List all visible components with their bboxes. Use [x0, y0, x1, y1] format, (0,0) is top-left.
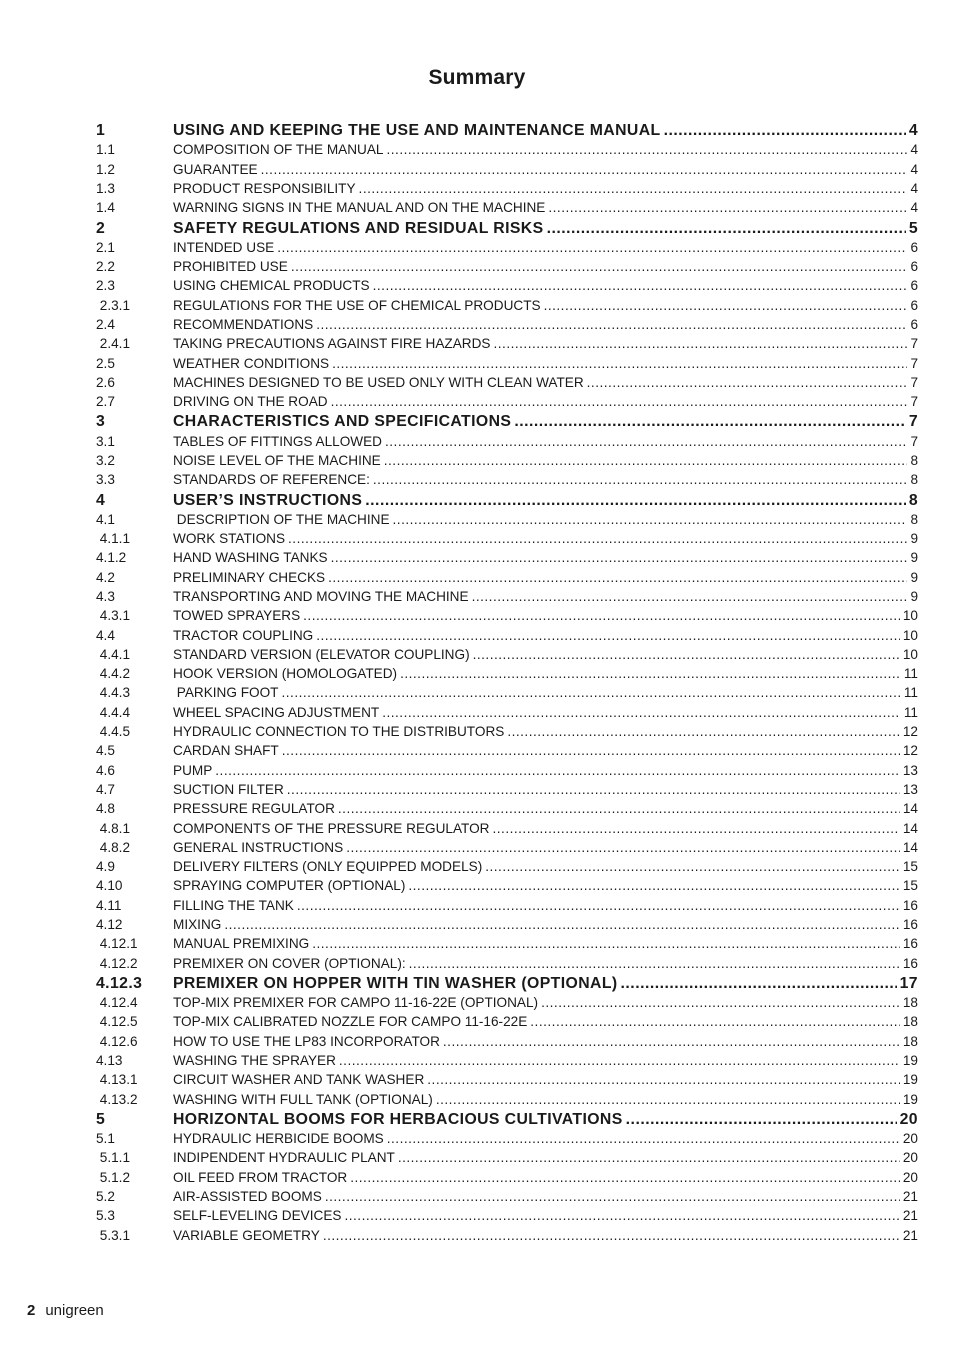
toc-entry-number: 2.1 — [96, 239, 115, 255]
toc-entry[interactable] — [96, 797, 918, 816]
toc-entry-number: 4.12.4 — [96, 995, 138, 1011]
footer-page-number: 2 — [27, 1302, 36, 1319]
toc-entry-number: 2.6 — [96, 374, 115, 390]
toc-entry-title: MANUAL PREMIXING — [173, 936, 310, 952]
dot-leader — [331, 550, 908, 565]
toc-entry-page: 21 — [902, 1208, 918, 1224]
toc-entry-number: 4.6 — [96, 762, 115, 778]
toc-entry-page: 19 — [902, 1091, 918, 1107]
toc-entry-page: 7 — [910, 433, 918, 449]
dot-leader — [282, 743, 900, 758]
dot-leader — [548, 200, 907, 215]
toc-entry-number: 4.4.2 — [96, 666, 131, 682]
dot-leader — [398, 1150, 900, 1165]
toc-entry-page: 9 — [910, 569, 918, 585]
toc-entry-number: 1.4 — [96, 200, 115, 216]
toc-entry-number: 3.2 — [96, 453, 115, 469]
toc-entry-number: 4.12.5 — [96, 1014, 138, 1030]
toc-entry-title: INTENDED USE — [173, 239, 275, 255]
dot-leader — [492, 821, 899, 836]
toc-entry-title: SPRAYING COMPUTER (OPTIONAL) — [173, 878, 406, 894]
toc-entry-page: 11 — [903, 704, 918, 720]
toc-entry[interactable] — [96, 409, 918, 429]
toc-entry[interactable] — [96, 332, 918, 351]
toc-entry-title: STANDARDS OF REFERENCE: — [173, 472, 370, 488]
toc-entry-number: 2.3 — [96, 278, 115, 294]
dot-leader — [436, 1092, 900, 1107]
dot-leader — [338, 801, 900, 816]
toc-entry-page: 6 — [910, 297, 918, 313]
toc-entry[interactable] — [96, 429, 918, 448]
toc-entry-page: 4 — [910, 142, 918, 158]
toc-entry-page: 9 — [910, 531, 918, 547]
toc-entry-title: TRACTOR COUPLING — [173, 627, 314, 643]
toc-entry-number: 4.12.3 — [96, 974, 143, 992]
toc-entry-title: SAFETY REGULATIONS AND RESIDUAL RISKS — [173, 219, 544, 237]
toc-entry-title: PREMIXER ON COVER (OPTIONAL): — [173, 955, 406, 971]
toc-entry-number: 2.2 — [96, 259, 115, 275]
toc-entry-number: 4.4.5 — [96, 724, 131, 740]
toc-entry-page: 7 — [910, 374, 918, 390]
toc-entry-title: WASHING WITH FULL TANK (OPTIONAL) — [173, 1091, 433, 1107]
toc-entry[interactable] — [96, 313, 918, 332]
toc-entry[interactable] — [96, 1029, 918, 1048]
toc-entry-number: 1.2 — [96, 161, 115, 177]
toc-entry-page: 15 — [902, 859, 918, 875]
toc-entry-page: 16 — [902, 897, 918, 913]
toc-entry[interactable] — [96, 138, 918, 157]
toc-entry-page: 7 — [910, 394, 918, 410]
toc-entry[interactable] — [96, 816, 918, 835]
toc-entry-page: 19 — [902, 1072, 918, 1088]
dot-leader — [323, 1228, 900, 1243]
dot-leader — [385, 434, 907, 449]
toc-entry-page: 10 — [902, 646, 918, 662]
toc-entry[interactable] — [96, 196, 918, 215]
toc-entry-page: 11 — [903, 666, 918, 682]
toc-entry-number: 5.1.2 — [96, 1169, 131, 1185]
table-of-contents — [96, 118, 918, 1243]
toc-entry-page: 6 — [910, 259, 918, 275]
dot-leader — [344, 1208, 899, 1223]
dot-leader — [346, 840, 900, 855]
toc-entry-title: SUCTION FILTER — [173, 781, 284, 797]
toc-entry-title: TRANSPORTING AND MOVING THE MACHINE — [173, 588, 469, 604]
toc-entry-title: TOWED SPRAYERS — [173, 608, 301, 624]
toc-entry-page: 8 — [910, 453, 918, 469]
toc-entry[interactable] — [96, 236, 918, 255]
toc-entry-page: 4 — [910, 181, 918, 197]
toc-entry-title: NOISE LEVEL OF THE MACHINE — [173, 453, 381, 469]
dot-leader — [400, 666, 901, 681]
toc-entry[interactable] — [96, 508, 918, 527]
toc-entry-page: 4 — [908, 122, 918, 140]
toc-entry-page: 7 — [910, 336, 918, 352]
toc-entry-title: TOP-MIX CALIBRATED NOZZLE FOR CAMPO 11-16-22E — [173, 1014, 528, 1030]
toc-entry[interactable] — [96, 893, 918, 912]
toc-entry-number: 4.4.4 — [96, 704, 131, 720]
toc-entry[interactable] — [96, 255, 918, 274]
toc-entry[interactable] — [96, 1049, 918, 1068]
toc-entry-page: 11 — [903, 685, 918, 701]
page-title: Summary — [428, 66, 526, 89]
toc-entry[interactable] — [96, 623, 918, 642]
toc-entry-number: 4.13 — [96, 1053, 123, 1068]
toc-entry-title: WARNING SIGNS IN THE MANUAL AND ON THE MACHINE — [173, 200, 546, 216]
toc-entry-number: 2.4.1 — [96, 336, 131, 352]
toc-entry-page: 17 — [899, 974, 918, 992]
toc-entry-page: 18 — [902, 995, 918, 1011]
toc-entry-page: 10 — [902, 608, 918, 624]
toc-entry-number: 4.1.1 — [96, 531, 131, 547]
toc-entry[interactable] — [96, 700, 918, 719]
toc-entry-title: VARIABLE GEOMETRY — [173, 1227, 320, 1243]
toc-entry-number: 4.13.1 — [96, 1072, 138, 1088]
toc-entry[interactable] — [96, 1146, 918, 1165]
toc-entry[interactable] — [96, 546, 918, 565]
dot-leader — [373, 472, 908, 487]
toc-entry[interactable] — [96, 215, 918, 235]
toc-entry-number: 4.12.2 — [96, 955, 138, 971]
toc-entry-number: 5.1.1 — [96, 1150, 131, 1166]
toc-entry-title: GUARANTEE — [173, 161, 258, 177]
dot-leader — [387, 1131, 900, 1146]
toc-entry[interactable] — [96, 836, 918, 855]
toc-entry-page: 4 — [910, 161, 918, 177]
dot-leader — [587, 375, 908, 390]
toc-entry[interactable] — [96, 118, 918, 138]
toc-entry-number: 5 — [96, 1110, 106, 1128]
toc-entry-title: DELIVERY FILTERS (ONLY EQUIPPED MODELS) — [173, 859, 483, 875]
toc-entry-number: 4.2 — [96, 569, 115, 585]
toc-entry-title: COMPOSITION OF THE MANUAL — [173, 142, 384, 158]
toc-entry-page: 5 — [908, 219, 918, 237]
toc-entry[interactable] — [96, 874, 918, 893]
toc-entry[interactable] — [96, 585, 918, 604]
toc-entry-page: 19 — [902, 1053, 918, 1068]
dot-leader — [409, 956, 900, 971]
dot-leader — [316, 317, 907, 332]
toc-entry-title: PRESSURE REGULATOR — [173, 801, 335, 817]
toc-entry-page: 13 — [902, 781, 918, 797]
toc-entry-page: 14 — [902, 839, 918, 855]
toc-entry-number: 4.1.2 — [96, 550, 127, 566]
toc-entry-number: 5.3.1 — [96, 1227, 131, 1243]
toc-entry-page: 16 — [902, 936, 918, 952]
toc-entry-title: PROHIBITED USE — [173, 259, 288, 275]
toc-entry[interactable] — [96, 371, 918, 390]
dot-leader — [507, 724, 900, 739]
toc-entry-number: 4.12.1 — [96, 936, 138, 952]
toc-entry-number: 2.7 — [96, 394, 115, 410]
toc-entry[interactable] — [96, 157, 918, 176]
toc-entry-number: 5.2 — [96, 1188, 115, 1204]
toc-entry-number: 4.12.6 — [96, 1033, 138, 1049]
toc-entry-number: 4.13.2 — [96, 1091, 138, 1107]
toc-entry-title: PRELIMINARY CHECKS — [173, 569, 326, 585]
toc-entry[interactable] — [96, 1165, 918, 1184]
dot-leader — [291, 259, 908, 274]
dot-leader — [287, 782, 900, 797]
dot-leader — [303, 608, 900, 623]
toc-entry-title: PREMIXER ON HOPPER WITH TIN WASHER (OPTIONAL) — [173, 974, 618, 992]
dot-leader — [494, 336, 908, 351]
toc-entry-title: OIL FEED FROM TRACTOR — [173, 1169, 348, 1185]
toc-entry-number: 4.4.3 — [96, 685, 131, 701]
toc-entry-title: USER’S INSTRUCTIONS — [173, 491, 363, 509]
toc-entry[interactable] — [96, 1068, 918, 1087]
toc-entry-page: 12 — [902, 743, 918, 759]
toc-entry-number: 5.3 — [96, 1208, 115, 1224]
toc-entry-number: 4.5 — [96, 743, 115, 759]
toc-entry[interactable] — [96, 1127, 918, 1146]
toc-entry[interactable] — [96, 1107, 918, 1127]
toc-entry-title: TOP-MIX PREMIXER FOR CAMPO 11-16-22E (OPTIONAL) — [173, 995, 539, 1011]
toc-entry-number: 4.4 — [96, 627, 115, 643]
dot-leader — [472, 589, 908, 604]
toc-entry-number: 4.3 — [96, 588, 115, 604]
toc-entry-title: WHEEL SPACING ADJUSTMENT — [173, 704, 380, 720]
dot-leader — [316, 628, 900, 643]
toc-entry-number: 2 — [96, 219, 106, 237]
toc-entry-number: 1 — [96, 122, 106, 140]
dot-leader — [312, 936, 900, 951]
toc-entry[interactable] — [96, 177, 918, 196]
toc-entry[interactable] — [96, 468, 918, 487]
toc-entry-title: PARKING FOOT — [173, 685, 279, 701]
toc-entry-page: 12 — [902, 724, 918, 740]
toc-entry-number: 4.4.1 — [96, 646, 131, 662]
toc-entry-title: WORK STATIONS — [173, 531, 286, 547]
toc-entry-page: 20 — [902, 1131, 918, 1147]
toc-entry-page: 13 — [902, 762, 918, 778]
toc-entry-title: HOOK VERSION (HOMOLOGATED) — [173, 666, 398, 682]
toc-entry-title: INDIPENDENT HYDRAULIC PLANT — [173, 1150, 395, 1166]
dot-leader — [443, 1034, 900, 1049]
dot-leader — [331, 394, 908, 409]
toc-entry[interactable] — [96, 643, 918, 662]
dot-leader — [541, 995, 900, 1010]
toc-entry[interactable] — [96, 390, 918, 409]
toc-entry-number: 3.3 — [96, 472, 115, 488]
toc-entry-title: AIR-ASSISTED BOOMS — [173, 1188, 322, 1204]
dot-leader — [297, 898, 900, 913]
dot-leader — [365, 493, 906, 508]
toc-entry[interactable] — [96, 1087, 918, 1106]
dot-leader — [288, 531, 907, 546]
toc-entry-title: SELF-LEVELING DEVICES — [173, 1208, 342, 1224]
toc-entry-title: MACHINES DESIGNED TO BE USED ONLY WITH CLEAN WATER — [173, 374, 584, 390]
toc-entry-number: 2.5 — [96, 355, 115, 371]
dot-leader — [544, 298, 908, 313]
dot-leader — [408, 878, 900, 893]
toc-entry-title: FILLING THE TANK — [173, 897, 294, 913]
dot-leader — [547, 221, 906, 236]
toc-entry-title: MIXING — [173, 917, 222, 933]
toc-entry[interactable] — [96, 1185, 918, 1204]
dot-leader — [332, 356, 907, 371]
toc-entry-title: TABLES OF FITTINGS ALLOWED — [173, 433, 382, 449]
toc-entry-page: 14 — [902, 801, 918, 817]
toc-entry-number: 1.1 — [96, 142, 115, 158]
toc-entry[interactable] — [96, 971, 918, 991]
toc-entry-title: USING CHEMICAL PRODUCTS — [173, 278, 370, 294]
dot-leader — [393, 512, 908, 527]
dot-leader — [261, 162, 908, 177]
toc-entry-title: USING AND KEEPING THE USE AND MAINTENANCE MANUAL — [173, 122, 661, 140]
toc-entry-page: 7 — [908, 413, 918, 431]
toc-entry-title: WASHING THE SPRAYER — [173, 1053, 336, 1068]
toc-entry-title: CIRCUIT WASHER AND TANK WASHER — [173, 1072, 425, 1088]
toc-entry-title: HORIZONTAL BOOMS FOR HERBACIOUS CULTIVATIONS — [173, 1110, 623, 1128]
toc-entry-page: 21 — [902, 1227, 918, 1243]
toc-entry[interactable] — [96, 720, 918, 739]
toc-entry-title: WEATHER CONDITIONS — [173, 355, 330, 371]
toc-entry[interactable] — [96, 1223, 918, 1242]
toc-entry[interactable] — [96, 1204, 918, 1223]
footer-brand: unigreen — [45, 1302, 104, 1319]
toc-entry-title: CHARACTERISTICS AND SPECIFICATIONS — [173, 413, 512, 431]
toc-entry[interactable] — [96, 932, 918, 951]
toc-entry-page: 8 — [908, 491, 918, 509]
toc-entry-number: 3 — [96, 413, 106, 431]
toc-entry-title: COMPONENTS OF THE PRESSURE REGULATOR — [173, 820, 490, 836]
toc-entry-page: 6 — [910, 239, 918, 255]
toc-entry[interactable] — [96, 565, 918, 584]
toc-entry-page: 16 — [902, 955, 918, 971]
dot-leader — [382, 705, 901, 720]
dot-leader — [339, 1053, 900, 1068]
toc-entry-number: 4.8.1 — [96, 820, 131, 836]
dot-leader — [427, 1072, 900, 1087]
toc-entry[interactable] — [96, 913, 918, 932]
toc-entry[interactable] — [96, 758, 918, 777]
toc-entry-title: REGULATIONS FOR THE USE OF CHEMICAL PRODUCTS — [173, 297, 541, 313]
toc-entry-page: 6 — [910, 278, 918, 294]
toc-entry-page: 8 — [910, 472, 918, 488]
toc-entry-title: STANDARD VERSION (ELEVATOR COUPLING) — [173, 646, 470, 662]
toc-entry[interactable] — [96, 1010, 918, 1029]
dot-leader — [386, 142, 907, 157]
toc-entry[interactable] — [96, 855, 918, 874]
toc-entry-page: 9 — [910, 588, 918, 604]
toc-entry-title: HYDRAULIC HERBICIDE BOOMS — [173, 1131, 384, 1147]
toc-entry-page: 16 — [902, 917, 918, 933]
toc-entry[interactable] — [96, 293, 918, 312]
toc-entry[interactable] — [96, 274, 918, 293]
dot-leader — [621, 976, 897, 991]
toc-entry-title: DRIVING ON THE ROAD — [173, 394, 328, 410]
toc-entry[interactable] — [96, 991, 918, 1010]
toc-entry-title: RECOMMENDATIONS — [173, 317, 314, 333]
dot-leader — [328, 570, 907, 585]
toc-entry-number: 2.4 — [96, 317, 115, 333]
toc-entry-number: 4.8 — [96, 801, 115, 817]
toc-entry-title: TAKING PRECAUTIONS AGAINST FIRE HAZARDS — [173, 336, 491, 352]
toc-entry-number: 4 — [96, 491, 106, 509]
toc-entry-number: 1.3 — [96, 181, 115, 197]
toc-entry-number: 4.8.2 — [96, 839, 131, 855]
toc-entry-page: 6 — [910, 317, 918, 333]
toc-entry-page: 9 — [910, 550, 918, 566]
toc-entry[interactable] — [96, 527, 918, 546]
dot-leader — [277, 240, 907, 255]
dot-leader — [514, 414, 905, 429]
toc-entry-number: 4.1 — [96, 511, 115, 527]
toc-entry-page: 4 — [910, 200, 918, 216]
toc-entry-number: 4.12 — [96, 917, 123, 933]
toc-entry-number: 4.3.1 — [96, 608, 131, 624]
toc-entry-page: 15 — [902, 878, 918, 894]
toc-entry-number: 4.10 — [96, 878, 123, 894]
toc-entry-number: 2.3.1 — [96, 297, 131, 313]
toc-entry[interactable] — [96, 681, 918, 700]
toc-entry[interactable] — [96, 739, 918, 758]
toc-entry-page: 7 — [910, 355, 918, 371]
dot-leader — [325, 1189, 900, 1204]
dot-leader — [384, 453, 908, 468]
toc-entry-page: 18 — [902, 1014, 918, 1030]
toc-entry-title: PRODUCT RESPONSIBILITY — [173, 181, 356, 197]
dot-leader — [530, 1014, 900, 1029]
dot-leader — [664, 123, 906, 138]
toc-entry-title: HOW TO USE THE LP83 INCORPORATOR — [173, 1033, 440, 1049]
toc-entry-page: 8 — [910, 511, 918, 527]
toc-entry-title: CARDAN SHAFT — [173, 743, 279, 759]
toc-entry-number: 3.1 — [96, 433, 115, 449]
toc-entry[interactable] — [96, 351, 918, 370]
toc-entry-number: 4.9 — [96, 859, 115, 875]
dot-leader — [281, 685, 900, 700]
dot-leader — [373, 278, 908, 293]
dot-leader — [473, 647, 900, 662]
toc-entry[interactable] — [96, 487, 918, 507]
dot-leader — [626, 1112, 897, 1127]
toc-entry-page: 20 — [899, 1110, 918, 1128]
toc-entry-number: 4.11 — [96, 897, 122, 913]
dot-leader — [350, 1170, 900, 1185]
toc-entry[interactable] — [96, 951, 918, 970]
toc-entry-page: 14 — [902, 820, 918, 836]
toc-entry-title: GENERAL INSTRUCTIONS — [173, 839, 344, 855]
toc-entry-number: 4.7 — [96, 781, 115, 797]
toc-entry-title: HAND WASHING TANKS — [173, 550, 328, 566]
toc-entry[interactable] — [96, 449, 918, 468]
dot-leader — [215, 763, 900, 778]
toc-entry-page: 21 — [902, 1188, 918, 1204]
toc-entry-page: 18 — [902, 1033, 918, 1049]
toc-entry-title: PUMP — [173, 762, 213, 778]
toc-entry-page: 20 — [902, 1150, 918, 1166]
toc-entry[interactable] — [96, 778, 918, 797]
toc-entry-number: 5.1 — [96, 1131, 115, 1147]
toc-entry-title: DESCRIPTION OF THE MACHINE — [173, 511, 390, 527]
toc-entry-page: 20 — [902, 1169, 918, 1185]
page-footer — [27, 1302, 104, 1319]
dot-leader — [224, 917, 900, 932]
toc-entry[interactable] — [96, 662, 918, 681]
dot-leader — [485, 859, 900, 874]
dot-leader — [359, 181, 908, 196]
toc-entry[interactable] — [96, 604, 918, 623]
toc-entry-title: HYDRAULIC CONNECTION TO THE DISTRIBUTORS — [173, 724, 505, 740]
toc-entry-page: 10 — [902, 627, 918, 643]
